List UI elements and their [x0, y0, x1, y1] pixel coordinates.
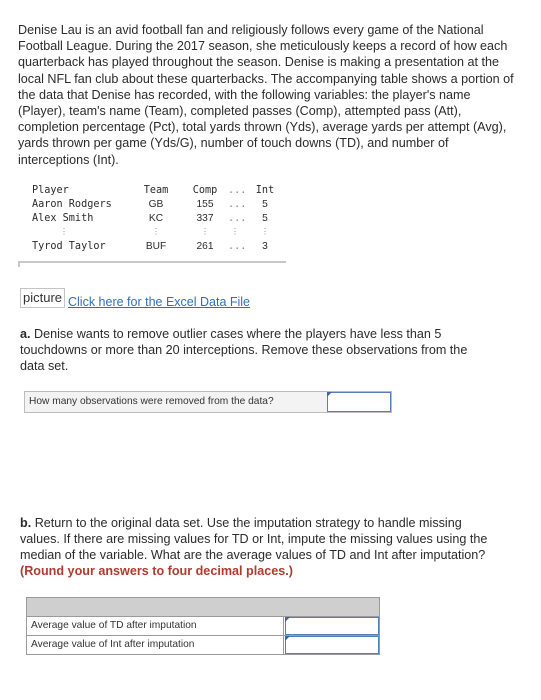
- column-divider: [283, 636, 284, 654]
- cell-comp: 261: [196, 241, 214, 252]
- header-int: Int: [255, 185, 275, 196]
- table-row-ellipsis: [18, 227, 286, 241]
- header-team: Team: [143, 185, 169, 196]
- header-ellipsis: ...: [228, 185, 247, 196]
- vertical-ellipsis: ⋮: [231, 227, 239, 236]
- avg-int-label: Average value of Int after imputation: [31, 639, 195, 650]
- table-row: [27, 617, 379, 636]
- table-bottom-rule: [18, 261, 286, 263]
- part-b-body: Return to the original data set. Use the imputation strategy to handle missing values. If there are missing values for TD or Int, impute the missing values using the median of the variable. What are the average values of TD and Int after imputation?: [20, 516, 488, 562]
- part-a-label: a.: [20, 327, 31, 341]
- vertical-ellipsis: ⋮: [152, 227, 160, 236]
- picture-placeholder: picture: [20, 288, 65, 308]
- input-corner-marker: [285, 636, 290, 641]
- cell-team: KC: [148, 213, 164, 224]
- excel-data-link[interactable]: Click here for the Excel Data File: [68, 295, 251, 309]
- input-corner-marker: [327, 392, 332, 397]
- part-a-text: [20, 326, 490, 374]
- cell-player: Aaron Rodgers: [32, 199, 112, 210]
- cell-ellipsis: ...: [228, 199, 247, 210]
- cell-comp: 155: [196, 199, 214, 210]
- problem-intro: Denise Lau is an avid football fan and religiously follows every game of the National Football League. During the 2017 season, she meticulously keeps a record of how each quarterback has played throughout the season. Denise is making a presentation at the local NFL fan club about these quarterbacks. The accompanying table shows a portion of the data that Denise has recorded, with the following variables: the player's name (Player), team's name (Team), completed passes (Comp), attempted pass (Att), completion percentage (Pct), total yards thrown (Yds), average yards per attempt (Avg), yards thrown per game (Yds/G), number of touch downs (TD), and number of interceptions (Int).: [18, 23, 514, 167]
- table-rule-corner: [18, 261, 20, 267]
- cell-team: GB: [148, 199, 164, 210]
- table-header-row: [18, 185, 286, 199]
- imputation-table-header: [27, 598, 379, 617]
- cell-comp: 337: [196, 213, 214, 224]
- removed-count-question: How many observations were removed from the data?: [29, 396, 274, 407]
- cell-ellipsis: ...: [228, 241, 247, 252]
- part-b-text: [20, 515, 498, 579]
- data-table: [18, 185, 286, 255]
- table-row: [18, 213, 286, 227]
- header-player: Player: [32, 185, 69, 196]
- column-divider: [283, 617, 284, 635]
- vertical-ellipsis: ⋮: [201, 227, 209, 236]
- part-a-body: Denise wants to remove outlier cases where the players have less than 5 touchdowns or more than 20 interceptions. Remove these observations from the data set.: [20, 327, 468, 373]
- header-comp: Comp: [192, 185, 218, 196]
- removed-count-row: [24, 391, 392, 413]
- cell-player: Tyrod Taylor: [32, 241, 106, 252]
- input-corner-marker: [285, 617, 290, 622]
- table-row: [18, 241, 286, 255]
- imputation-table: [26, 597, 380, 655]
- removed-count-input[interactable]: [327, 392, 391, 412]
- cell-player: Alex Smith: [32, 213, 94, 224]
- part-b-label: b.: [20, 516, 32, 530]
- cell-int: 5: [262, 199, 268, 210]
- avg-int-input[interactable]: [285, 636, 379, 654]
- vertical-ellipsis: ⋮: [261, 227, 269, 236]
- avg-td-input[interactable]: [285, 617, 379, 635]
- vertical-ellipsis: ⋮: [60, 227, 68, 236]
- table-row: [27, 636, 379, 654]
- cell-team: BUF: [145, 241, 167, 252]
- table-row: [18, 199, 286, 213]
- round-instruction: (Round your answers to four decimal places.): [20, 564, 293, 578]
- cell-ellipsis: ...: [228, 213, 247, 224]
- cell-int: 5: [262, 213, 268, 224]
- avg-td-label: Average value of TD after imputation: [31, 620, 197, 631]
- cell-int: 3: [262, 241, 268, 252]
